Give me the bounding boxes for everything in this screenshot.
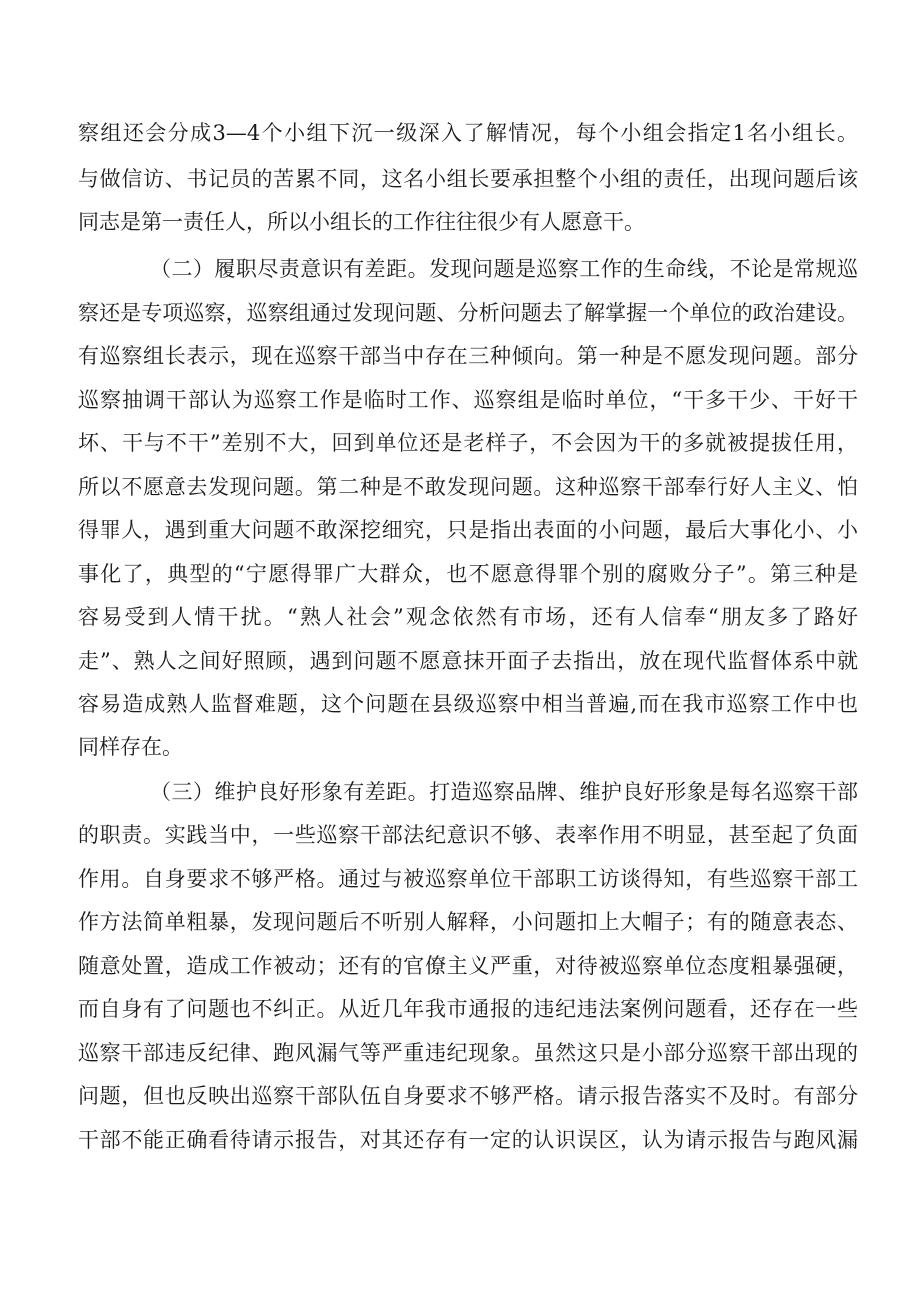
- paragraph-1-line-3: 同志是第一责任人，所以小组长的工作往往很少有人愿意干。: [78, 210, 645, 234]
- paragraph-1-line-2: 与做信访、书记员的苦累不同，这名小组长要承担整个小组的责任，出现问题后该: [78, 167, 858, 191]
- paragraph-3-line-9: 干部不能正确看待请示报告，对其还存有一定的认识误区，认为请示报告与跑风漏: [78, 1128, 858, 1152]
- paragraph-2-line-9: 容易受到人情干扰。“熟人社会”观念依然有市场，还有人信奉“朋友多了路好: [78, 605, 858, 629]
- paragraph-3-line-8: 问题，但也反映出巡察干部队伍自身要求不够严格。请示报告落实不及时。有部分: [78, 1084, 858, 1108]
- paragraph-3-line-7: 巡察干部违反纪律、跑风漏气等严重违纪现象。虽然这只是小部分巡察干部出现的: [78, 1041, 858, 1065]
- paragraph-3-line-2: 的职责。实践当中，一些巡察干部法纪意识不够、表率作用不明显，甚至起了负面: [78, 823, 858, 847]
- paragraph-3-line-5: 随意处置，造成工作被动；还有的官僚主义严重，对待被巡察单位态度粗暴强硬，: [78, 954, 858, 978]
- paragraph-1-line-1: 察组还会分成3—4个小组下沉一级深入了解情况，每个小组会指定1名小组长。: [78, 121, 858, 145]
- paragraph-3-line-4: 作方法简单粗暴，发现问题后不听别人解释，小问题扣上大帽子；有的随意表态、: [78, 910, 858, 934]
- paragraph-2-line-11: 容易造成熟人监督难题，这个问题在县级巡察中相当普遍,而在我市巡察工作中也: [78, 692, 858, 716]
- paragraph-2-line-3: 有巡察组长表示，现在巡察干部当中存在三种倾向。第一种是不愿发现问题。部分: [78, 344, 858, 368]
- paragraph-2-line-12: 同样存在。: [78, 735, 183, 759]
- paragraph-2-line-4: 巡察抽调干部认为巡察工作是临时工作、巡察组是临时单位，“干多干少、干好干: [78, 388, 858, 412]
- paragraph-2-line-1: （二）履职尽责意识有差距。发现问题是巡察工作的生命线，不论是常规巡: [150, 257, 858, 281]
- paragraph-3-line-3: 作用。自身要求不够严格。通过与被巡察单位干部职工访谈得知，有些巡察干部工: [78, 867, 858, 891]
- paragraph-2-line-2: 察还是专项巡察，巡察组通过发现问题、分析问题去了解掌握一个单位的政治建设。: [78, 301, 858, 325]
- paragraph-3-line-1: （三）维护良好形象有差距。打造巡察品牌、维护良好形象是每名巡察干部: [150, 780, 858, 804]
- paragraph-2-line-5: 坏、干与不干”差别不大，回到单位还是老样子，不会因为干的多就被提拔任用，: [78, 431, 858, 455]
- paragraph-2-line-8: 事化了，典型的“宁愿得罪广大群众，也不愿意得罪个别的腐败分子”。第三种是: [78, 562, 858, 586]
- paragraph-2-line-10: 走”、熟人之间好照顾，遇到问题不愿意抹开面子去指出，放在现代监督体系中就: [78, 649, 858, 673]
- paragraph-2-line-6: 所以不愿意去发现问题。第二种是不敢发现问题。这种巡察干部奉行好人主义、怕: [78, 475, 858, 499]
- paragraph-3-line-6: 而自身有了问题也不纠正。从近几年我市通报的违纪违法案例问题看，还存在一些: [78, 997, 858, 1021]
- paragraph-2-line-7: 得罪人，遇到重大问题不敢深挖细究，只是指出表面的小问题，最后大事化小、小: [78, 518, 858, 542]
